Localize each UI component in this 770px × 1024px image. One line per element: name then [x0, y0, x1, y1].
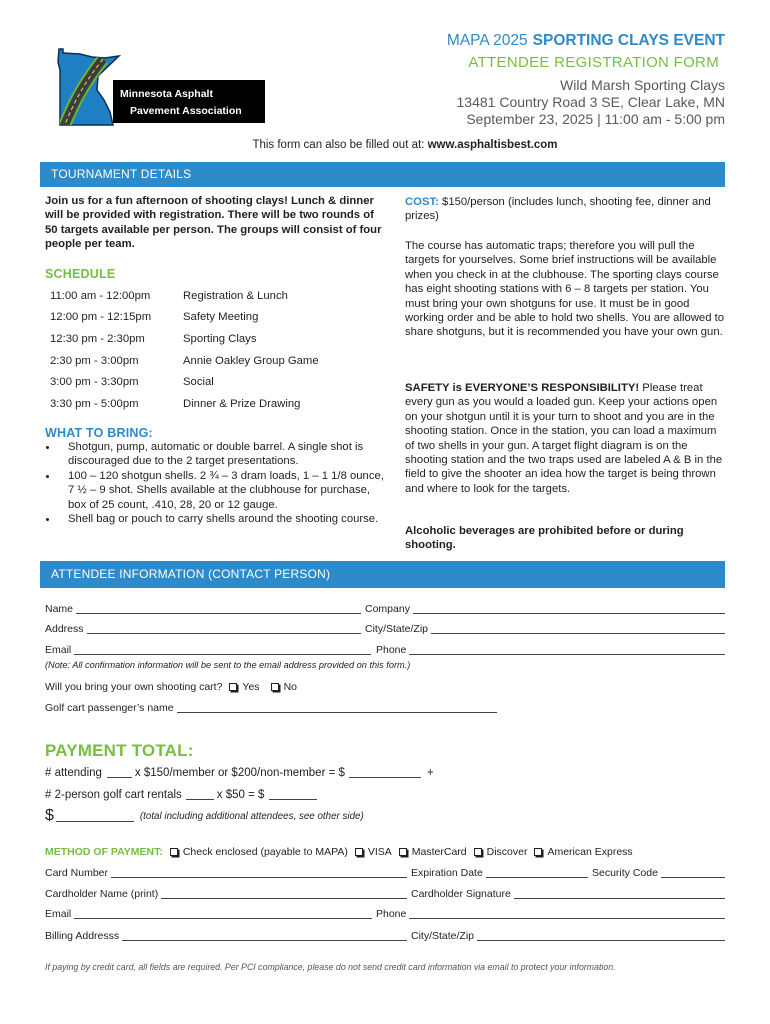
- total-row: [45, 806, 364, 826]
- bullet-icon: [46, 446, 49, 449]
- mastercard-option-label: MasterCard: [411, 846, 467, 858]
- city-state-zip-field[interactable]: [431, 633, 725, 634]
- golf-cart-row: [45, 788, 320, 802]
- check-checkbox[interactable]: [170, 848, 178, 856]
- tournament-details-header: TOURNAMENT DETAILS: [40, 162, 725, 187]
- city-state-zip-label: City/State/Zip: [365, 623, 429, 635]
- safety-paragraph: [405, 381, 725, 496]
- schedule-time: 3:30 pm - 5:00pm: [50, 397, 139, 410]
- passenger-name-field[interactable]: [177, 712, 497, 713]
- email-field[interactable]: [74, 654, 371, 655]
- address-city-row: [45, 622, 725, 636]
- cost-paragraph: [405, 195, 725, 224]
- company-field[interactable]: [413, 613, 725, 614]
- attending-label: # attending: [45, 767, 102, 779]
- event-venue: Wild Marsh Sporting Clays: [560, 77, 725, 93]
- cost-text: $150/person (includes lunch, shooting fee, dinner and prizes): [405, 196, 711, 223]
- address-field[interactable]: [87, 633, 361, 634]
- phone-field[interactable]: [409, 654, 725, 655]
- event-date-time: September 23, 2025 | 11:00 am - 5:00 pm: [466, 111, 725, 127]
- schedule-row: [45, 285, 385, 307]
- golf-cart-label: # 2-person golf cart rentals: [45, 789, 182, 801]
- mapa-logo: [45, 47, 270, 129]
- attendee-info-header: ATTENDEE INFORMATION (CONTACT PERSON): [40, 561, 725, 588]
- cardholder-name-field[interactable]: [161, 898, 407, 899]
- company-label: Company: [365, 603, 410, 615]
- schedule-time: 12:30 pm - 2:30pm: [50, 332, 145, 345]
- logo-text-line2: Pavement Association: [130, 105, 242, 117]
- cardholder-signature-field[interactable]: [514, 898, 725, 899]
- schedule-heading: SCHEDULE: [45, 267, 116, 281]
- list-item-text: Shotgun, pump, automatic or double barrel. A single shot is discouraged due to the 2 target presentations.: [68, 441, 364, 468]
- cardholder-signature-label: Cardholder Signature: [411, 888, 511, 900]
- list-item: [45, 469, 385, 512]
- passenger-label: Golf cart passenger’s name: [45, 702, 174, 714]
- schedule-time: 11:00 am - 12:00pm: [50, 289, 151, 302]
- cardholder-name-label: Cardholder Name (print): [45, 888, 159, 900]
- list-item: [45, 440, 385, 469]
- schedule-row: [45, 350, 385, 372]
- cardholder-name-group: [45, 887, 407, 901]
- golf-cart-count-field[interactable]: [186, 799, 214, 800]
- list-item: [45, 512, 385, 526]
- online-form-notice: [40, 137, 770, 153]
- card-details-row: [45, 866, 725, 880]
- discover-option-label: Discover: [486, 846, 528, 858]
- billing-city-state-zip-field[interactable]: [477, 940, 725, 941]
- golf-cart-rate-text: x $50 = $: [216, 789, 265, 801]
- cardholder-signature-group: [411, 887, 725, 901]
- billing-city-state-zip-label: City/State/Zip: [411, 930, 475, 942]
- total-dollar-sign: $: [45, 807, 54, 824]
- page-subtitle: ATTENDEE REGISTRATION FORM: [468, 54, 719, 71]
- list-item-text: Shell bag or pouch to carry shells around the shooting course.: [68, 513, 379, 526]
- payment-email-label: Email: [45, 908, 72, 920]
- check-option-label: Check enclosed (payable to MAPA): [182, 846, 348, 858]
- cart-no-checkbox[interactable]: [271, 683, 279, 691]
- address-label: Address: [45, 623, 84, 635]
- pci-disclaimer: If paying by credit card, all fields are required. Per PCI compliance, please do not send credit card information via email to protect your information.: [45, 962, 616, 972]
- company-group: [365, 602, 725, 616]
- passenger-row: [45, 701, 497, 715]
- discover-checkbox[interactable]: [474, 848, 482, 856]
- payment-email-group: [45, 907, 372, 921]
- what-to-bring-heading: WHAT TO BRING:: [45, 426, 153, 440]
- email-group: [45, 643, 371, 657]
- attending-rate-text: x $150/member or $200/non-member = $: [134, 767, 345, 779]
- billing-address-row: [45, 929, 725, 943]
- billing-address-field[interactable]: [122, 940, 407, 941]
- cart-yes-checkbox[interactable]: [229, 683, 237, 691]
- alcohol-notice: Alcoholic beverages are prohibited before or during shooting.: [405, 525, 684, 552]
- attending-count-field[interactable]: [107, 777, 132, 778]
- total-amount-field[interactable]: [56, 821, 134, 822]
- safety-heading: SAFETY is EVERYONE’S RESPONSIBILITY!: [405, 382, 640, 394]
- cart-yes-label: Yes: [242, 681, 260, 693]
- safety-text: Please treat every gun as you would a loaded gun. Keep your actions open on your shotgun until it is your turn to shoot and you are in the shooting station. Once in the station, you can load a maximum of two shells in your gun. A target flight diagram is on the shooting station and the two traps used are labeled A & B in the field to give the shooter an idea how the target is being thrown and where to look for the targets.: [405, 382, 723, 495]
- phone-label: Phone: [376, 644, 407, 656]
- payment-email-phone-row: [45, 907, 725, 921]
- schedule-row: [45, 307, 385, 329]
- billing-city-state-zip-group: [411, 929, 725, 943]
- payment-method-label: METHOD OF PAYMENT:: [45, 846, 163, 858]
- billing-address-label: Billing Addresss: [45, 930, 120, 942]
- schedule-row: [45, 328, 385, 350]
- payment-phone-group: [376, 907, 725, 921]
- what-to-bring-list: [45, 440, 385, 526]
- security-code-group: [592, 866, 725, 880]
- payment-phone-label: Phone: [376, 908, 407, 920]
- payment-email-field[interactable]: [74, 918, 372, 919]
- schedule-event: Dinner & Prize Drawing: [183, 397, 301, 410]
- payment-total-heading: PAYMENT TOTAL:: [45, 741, 194, 760]
- card-number-group: [45, 866, 407, 880]
- email-phone-row: [45, 643, 725, 657]
- schedule-event: Annie Oakley Group Game: [183, 354, 319, 367]
- schedule-row: [45, 371, 385, 393]
- email-label: Email: [45, 644, 72, 656]
- expiration-group: [411, 866, 588, 880]
- event-address: 13481 Country Road 3 SE, Clear Lake, MN: [456, 94, 725, 110]
- visa-checkbox[interactable]: [355, 848, 363, 856]
- total-note: (total including additional attendees, see other side): [139, 811, 364, 822]
- name-field[interactable]: [76, 613, 361, 614]
- bullet-icon: [46, 475, 49, 478]
- plus-sign: +: [426, 767, 434, 779]
- title-prefix: MAPA 2025: [446, 32, 528, 49]
- golf-cart-amount-field[interactable]: [269, 799, 317, 800]
- schedule-event: Registration & Lunch: [183, 289, 288, 302]
- schedule-event: Safety Meeting: [183, 311, 259, 324]
- cost-label: COST:: [405, 196, 439, 208]
- cardholder-row: [45, 887, 725, 901]
- visa-option-label: VISA: [367, 846, 392, 858]
- bullet-icon: [46, 518, 49, 521]
- mastercard-checkbox[interactable]: [399, 848, 407, 856]
- title-emphasis: SPORTING CLAYS EVENT: [532, 32, 725, 49]
- billing-address-group: [45, 929, 407, 943]
- name-label: Name: [45, 603, 74, 615]
- list-item-text: 100 – 120 shotgun shells. 2 ¾ – 3 dram loads, 1 – 1 1/8 ounce, 7 ½ – 9 shot. Shells available at the clubhouse for purchase, box of 25 count, .410, 28, 20 or 12 gauge.: [68, 469, 384, 511]
- tournament-intro: Join us for a fun afternoon of shooting clays! Lunch & dinner will be provided with registration. There will be two rounds of 50 targets available per person. The groups will consist of four people per team.: [45, 195, 382, 251]
- amex-option-label: American Express: [547, 846, 633, 858]
- schedule-row: [45, 393, 385, 415]
- security-code-field[interactable]: [661, 877, 725, 878]
- address-group: [45, 622, 361, 636]
- schedule-table: [45, 285, 385, 415]
- expiration-label: Expiration Date: [411, 867, 483, 879]
- payment-phone-field[interactable]: [409, 918, 725, 919]
- payment-method-row: [45, 845, 633, 859]
- card-number-label: Card Number: [45, 867, 109, 879]
- attending-amount-field[interactable]: [349, 777, 421, 778]
- schedule-event: Sporting Clays: [183, 332, 257, 345]
- confirmation-note: (Note: All confirmation information will be sent to the email address provided on this form.): [45, 660, 411, 670]
- city-state-zip-group: [365, 622, 725, 636]
- online-form-link[interactable]: www.asphaltisbest.com: [427, 139, 558, 151]
- online-form-text: This form can also be filled out at:: [252, 139, 425, 151]
- schedule-time: 12:00 pm - 12:15pm: [50, 311, 152, 324]
- logo-text-line1: Minnesota Asphalt: [120, 88, 213, 100]
- amex-checkbox[interactable]: [534, 848, 542, 856]
- schedule-time: 2:30 pm - 3:00pm: [50, 354, 139, 367]
- card-number-field[interactable]: [111, 877, 407, 878]
- shooting-cart-row: [45, 680, 725, 694]
- security-code-label: Security Code: [592, 867, 658, 879]
- name-group: [45, 602, 361, 616]
- cart-no-label: No: [283, 681, 297, 693]
- page-title: [447, 31, 725, 51]
- shooting-cart-question: Will you bring your own shooting cart?: [45, 681, 223, 693]
- course-info-paragraph: The course has automatic traps; therefore you will pull the targets for yourselves. Some brief instructions will be available when you check in at the clubhouse. The sporting clays course has eight shooting stations with 6 – 8 targets per station. You must bring your own shotguns for use. It must be in good working order and be able to hold two shells. You are allowed to share shotguns, but it is recommended you have your own gun.: [405, 240, 725, 339]
- name-company-row: [45, 602, 725, 616]
- schedule-event: Social: [183, 376, 214, 389]
- attending-row: [45, 766, 434, 780]
- schedule-time: 3:00 pm - 3:30pm: [50, 376, 139, 389]
- phone-group: [376, 643, 725, 657]
- expiration-field[interactable]: [486, 877, 588, 878]
